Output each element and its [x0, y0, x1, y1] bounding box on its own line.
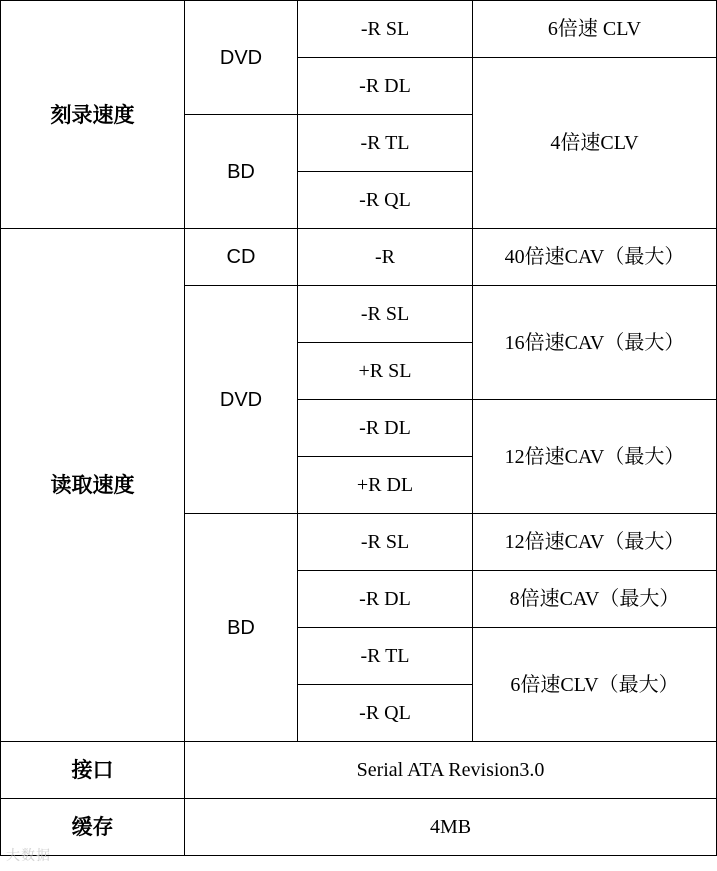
media-cd: CD — [185, 229, 298, 286]
disc-type: -R TL — [298, 628, 473, 685]
disc-type: -R SL — [298, 1, 473, 58]
speed-value: 8倍速CAV（最大） — [473, 571, 717, 628]
speed-value: 40倍速CAV（最大） — [473, 229, 717, 286]
speed-value: 16倍速CAV（最大） — [473, 286, 717, 400]
speed-value: 6倍速CLV（最大） — [473, 628, 717, 742]
speed-value: 4倍速CLV — [473, 58, 717, 229]
media-bd: BD — [185, 514, 298, 742]
interface-value: Serial ATA Revision3.0 — [185, 742, 717, 799]
media-dvd: DVD — [185, 1, 298, 115]
media-bd: BD — [185, 115, 298, 229]
disc-type: -R QL — [298, 172, 473, 229]
disc-type: -R DL — [298, 571, 473, 628]
disc-type: -R DL — [298, 58, 473, 115]
disc-type: -R SL — [298, 286, 473, 343]
table-row — [1, 742, 717, 799]
disc-type: -R — [298, 229, 473, 286]
category-cache: 缓存 — [1, 799, 185, 856]
watermark: 大数据 — [6, 848, 51, 864]
category-interface: 接口 — [1, 742, 185, 799]
speed-value: 6倍速 CLV — [473, 1, 717, 58]
speed-value: 12倍速CAV（最大） — [473, 514, 717, 571]
disc-type: -R QL — [298, 685, 473, 742]
speed-value: 12倍速CAV（最大） — [473, 400, 717, 514]
category-read-speed: 读取速度 — [1, 229, 185, 742]
disc-type: +R DL — [298, 457, 473, 514]
table-row — [1, 799, 717, 856]
cache-value: 4MB — [185, 799, 717, 856]
table-row — [1, 229, 717, 286]
disc-type: -R TL — [298, 115, 473, 172]
table-row — [1, 1, 717, 58]
media-dvd: DVD — [185, 286, 298, 514]
disc-type: -R SL — [298, 514, 473, 571]
category-write-speed: 刻录速度 — [1, 1, 185, 229]
disc-type: -R DL — [298, 400, 473, 457]
disc-type: +R SL — [298, 343, 473, 400]
